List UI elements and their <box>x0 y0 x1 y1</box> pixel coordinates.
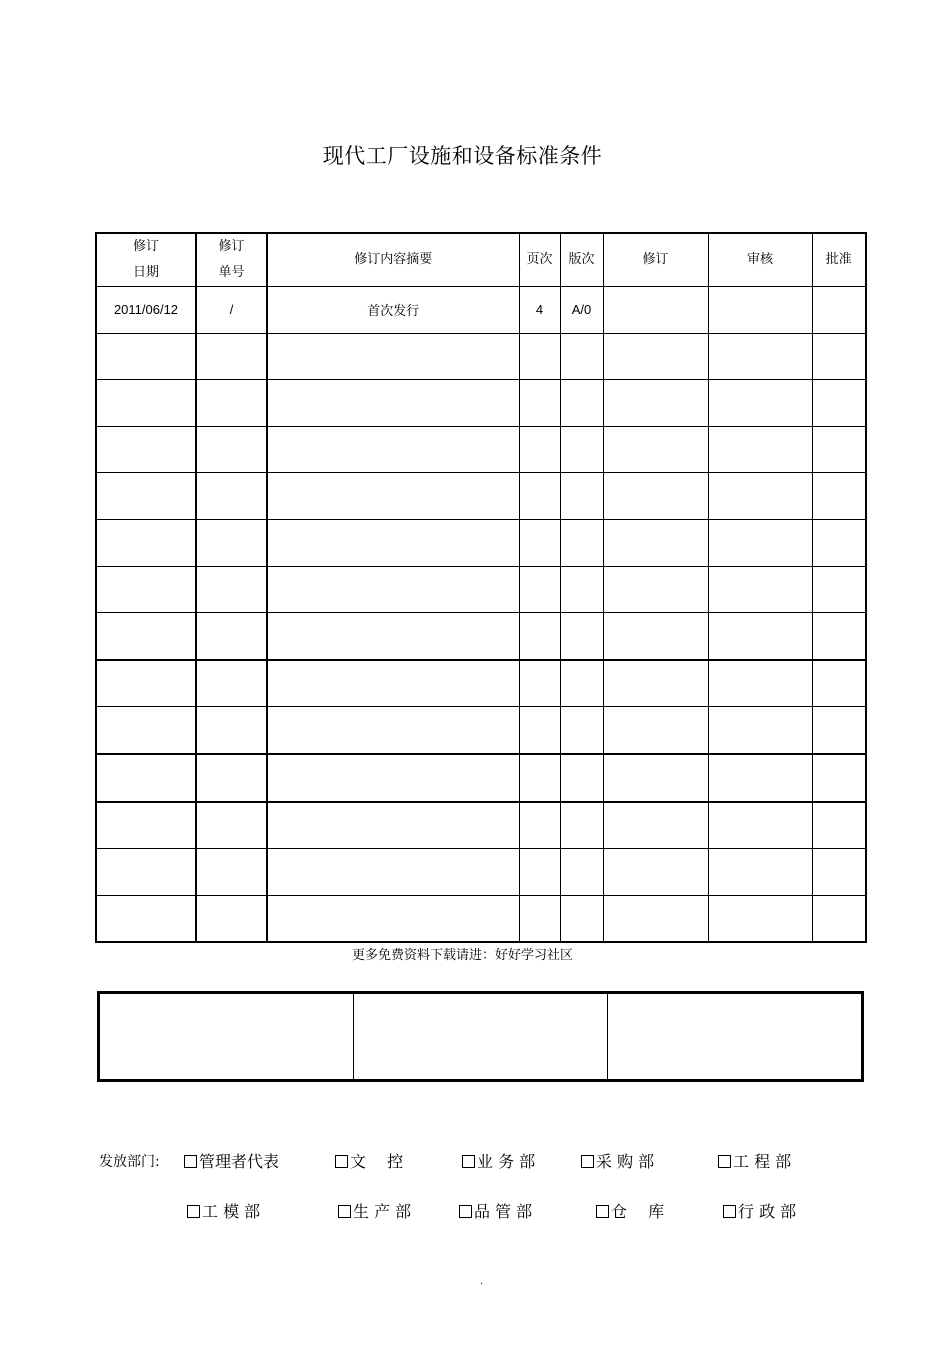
header-revision-summary: 修订内容摘要 <box>267 233 519 287</box>
cell-reviewed <box>708 333 812 380</box>
table-row <box>96 380 866 427</box>
cell-approved <box>812 660 866 707</box>
revision-table-header <box>96 233 866 287</box>
cell-date <box>96 426 196 473</box>
checkbox-icon[interactable] <box>335 1155 348 1168</box>
cell-number <box>196 802 267 849</box>
cell-page <box>519 707 560 754</box>
table-row <box>96 426 866 473</box>
cell-approved <box>812 426 866 473</box>
dist-option-purchasing[interactable]: 采 购 部 <box>581 1149 654 1172</box>
distribution-label: 发放部门: <box>99 1154 160 1170</box>
cell-reviewed <box>708 754 812 802</box>
header-revised-by: 修订 <box>603 233 708 287</box>
cell-date <box>96 333 196 380</box>
checkbox-icon[interactable] <box>596 1205 609 1218</box>
table-row <box>96 707 866 754</box>
cell-summary <box>267 707 519 754</box>
cell-revised <box>603 473 708 520</box>
dist-option-sales[interactable]: 业 务 部 <box>462 1149 535 1172</box>
dist-option-document-control[interactable]: 文 控 <box>335 1149 403 1172</box>
table-row <box>96 895 866 942</box>
cell-summary: 首次发行 <box>267 287 519 334</box>
cell-version <box>560 380 603 427</box>
cell-approved <box>812 333 866 380</box>
cell-number: / <box>196 287 267 334</box>
cell-summary <box>267 566 519 613</box>
cell-number <box>196 660 267 707</box>
checkbox-icon[interactable] <box>187 1205 200 1218</box>
cell-summary <box>267 802 519 849</box>
cell-version <box>560 473 603 520</box>
checkbox-icon[interactable] <box>462 1155 475 1168</box>
dist-option-warehouse[interactable]: 仓 库 <box>596 1199 664 1222</box>
dist-option-engineering[interactable]: 工 程 部 <box>718 1149 791 1172</box>
cell-approved <box>812 802 866 849</box>
revision-table <box>95 232 867 943</box>
cell-reviewed <box>708 426 812 473</box>
cell-revised <box>603 895 708 942</box>
dist-option-production[interactable]: 生 产 部 <box>338 1199 411 1222</box>
cell-page: 4 <box>519 287 560 334</box>
cell-summary <box>267 754 519 802</box>
cell-date <box>96 613 196 660</box>
table-row <box>96 802 866 849</box>
header-revision-date: 修订 日期 <box>96 233 196 287</box>
cell-version <box>560 849 603 896</box>
cell-page <box>519 849 560 896</box>
cell-revised <box>603 519 708 566</box>
cell-reviewed <box>708 707 812 754</box>
cell-revised <box>603 333 708 380</box>
cell-version <box>560 519 603 566</box>
cell-number <box>196 566 267 613</box>
header-reviewed-by: 审核 <box>708 233 812 287</box>
cell-approved <box>812 519 866 566</box>
cell-revised <box>603 849 708 896</box>
dist-option-admin[interactable]: 行 政 部 <box>723 1199 796 1222</box>
cell-number <box>196 849 267 896</box>
cell-reviewed <box>708 473 812 520</box>
cell-summary <box>267 895 519 942</box>
dist-option-tooling[interactable]: 工 模 部 <box>187 1199 260 1222</box>
cell-date <box>96 566 196 613</box>
cell-number <box>196 426 267 473</box>
cell-summary <box>267 849 519 896</box>
checkbox-icon[interactable] <box>723 1205 736 1218</box>
cell-number <box>196 613 267 660</box>
cell-approved <box>812 566 866 613</box>
cell-reviewed <box>708 895 812 942</box>
cell-date <box>96 849 196 896</box>
cell-approved <box>812 754 866 802</box>
table-row <box>96 566 866 613</box>
cell-page <box>519 895 560 942</box>
cell-version <box>560 754 603 802</box>
page-mark: . <box>480 1276 484 1287</box>
cell-version: A/0 <box>560 287 603 334</box>
cell-reviewed <box>708 519 812 566</box>
cell-approved <box>812 895 866 942</box>
signature-cell <box>354 994 608 1079</box>
cell-date <box>96 895 196 942</box>
cell-number <box>196 754 267 802</box>
cell-version <box>560 707 603 754</box>
cell-summary <box>267 380 519 427</box>
download-note: 更多免费资料下载请进：好好学习社区 <box>351 948 573 963</box>
table-row <box>96 754 866 802</box>
cell-date <box>96 802 196 849</box>
cell-date <box>96 473 196 520</box>
cell-version <box>560 333 603 380</box>
cell-summary <box>267 613 519 660</box>
cell-reviewed <box>708 802 812 849</box>
cell-summary <box>267 519 519 566</box>
cell-number <box>196 707 267 754</box>
table-row <box>96 849 866 896</box>
cell-page <box>519 802 560 849</box>
cell-page <box>519 519 560 566</box>
cell-revised <box>603 707 708 754</box>
cell-page <box>519 754 560 802</box>
cell-page <box>519 333 560 380</box>
header-version: 版次 <box>560 233 603 287</box>
cell-page <box>519 380 560 427</box>
cell-date <box>96 519 196 566</box>
table-row <box>96 287 866 334</box>
cell-date <box>96 707 196 754</box>
cell-approved <box>812 613 866 660</box>
cell-number <box>196 333 267 380</box>
checkbox-icon[interactable] <box>581 1155 594 1168</box>
signature-cell <box>608 994 861 1079</box>
table-row <box>96 333 866 380</box>
cell-approved <box>812 473 866 520</box>
dist-option-management-rep[interactable]: 管理者代表 <box>184 1149 279 1172</box>
cell-reviewed <box>708 660 812 707</box>
cell-page <box>519 566 560 613</box>
cell-version <box>560 426 603 473</box>
cell-revised <box>603 802 708 849</box>
cell-summary <box>267 333 519 380</box>
cell-reviewed <box>708 380 812 427</box>
cell-date: 2011/06/12 <box>96 287 196 334</box>
cell-approved <box>812 380 866 427</box>
cell-reviewed <box>708 566 812 613</box>
cell-reviewed <box>708 849 812 896</box>
checkbox-icon[interactable] <box>459 1205 472 1218</box>
cell-version <box>560 566 603 613</box>
table-row <box>96 613 866 660</box>
cell-reviewed <box>708 613 812 660</box>
cell-revised <box>603 287 708 334</box>
cell-date <box>96 380 196 427</box>
cell-revised <box>603 754 708 802</box>
cell-version <box>560 660 603 707</box>
cell-number <box>196 380 267 427</box>
cell-version <box>560 802 603 849</box>
checkbox-icon[interactable] <box>184 1155 197 1168</box>
cell-version <box>560 613 603 660</box>
dist-option-quality[interactable]: 品 管 部 <box>459 1199 532 1222</box>
cell-summary <box>267 426 519 473</box>
cell-revised <box>603 566 708 613</box>
signature-box <box>97 991 864 1082</box>
cell-summary <box>267 473 519 520</box>
cell-revised <box>603 380 708 427</box>
cell-version <box>560 895 603 942</box>
cell-revised <box>603 660 708 707</box>
header-revision-number: 修订 单号 <box>196 233 267 287</box>
cell-approved <box>812 707 866 754</box>
cell-approved <box>812 287 866 334</box>
cell-reviewed <box>708 287 812 334</box>
cell-date <box>96 660 196 707</box>
cell-date <box>96 754 196 802</box>
table-row <box>96 660 866 707</box>
cell-number <box>196 895 267 942</box>
cell-page <box>519 473 560 520</box>
checkbox-icon[interactable] <box>718 1155 731 1168</box>
table-row <box>96 473 866 520</box>
header-approved-by: 批准 <box>812 233 866 287</box>
cell-number <box>196 519 267 566</box>
cell-page <box>519 426 560 473</box>
cell-page <box>519 613 560 660</box>
checkbox-icon[interactable] <box>338 1205 351 1218</box>
header-page: 页次 <box>519 233 560 287</box>
cell-revised <box>603 426 708 473</box>
signature-cell <box>100 994 354 1079</box>
document-title: 现代工厂设施和设备标准条件 <box>322 144 603 168</box>
cell-page <box>519 660 560 707</box>
cell-revised <box>603 613 708 660</box>
cell-approved <box>812 849 866 896</box>
table-row <box>96 519 866 566</box>
cell-summary <box>267 660 519 707</box>
cell-number <box>196 473 267 520</box>
